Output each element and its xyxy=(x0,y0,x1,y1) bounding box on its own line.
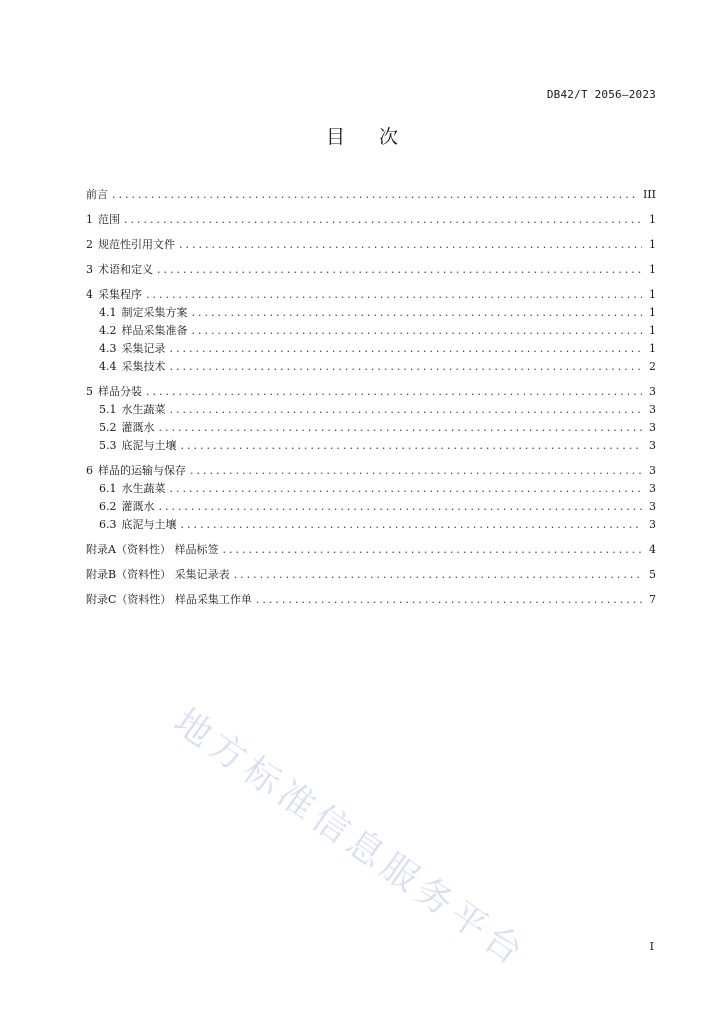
document-code: DB42/T 2056—2023 xyxy=(546,88,656,101)
toc-entry-number: 6.3 xyxy=(99,518,117,531)
toc-entry-page: 1 xyxy=(649,306,656,319)
toc-dot-leader xyxy=(159,498,643,516)
toc-entry-page: 3 xyxy=(649,439,656,452)
toc-entry-number: 5.1 xyxy=(99,403,117,416)
toc-dot-leader xyxy=(170,358,643,376)
toc-dot-leader xyxy=(159,419,643,437)
toc-entry[interactable] xyxy=(86,516,656,534)
toc-entry-number: 5.2 xyxy=(99,421,117,434)
toc-entry[interactable] xyxy=(86,566,656,584)
toc-entry[interactable] xyxy=(86,591,656,609)
toc-entry-number: 1 xyxy=(86,213,93,226)
table-of-contents xyxy=(86,186,656,609)
toc-entry-number: 5 xyxy=(86,385,93,398)
toc-entry[interactable] xyxy=(86,401,656,419)
toc-entry-page: III xyxy=(642,188,656,201)
page-number: I xyxy=(649,940,654,953)
toc-entry-number: 4.2 xyxy=(99,324,117,337)
toc-entry[interactable] xyxy=(86,462,656,480)
toc-entry-label: 前言 xyxy=(86,188,108,201)
toc-entry[interactable] xyxy=(86,286,656,304)
toc-entry-label: 水生蔬菜 xyxy=(121,403,166,416)
toc-entry[interactable] xyxy=(86,340,656,358)
toc-entry-page: 3 xyxy=(649,464,656,477)
toc-entry-page: 1 xyxy=(649,263,656,276)
toc-dot-leader xyxy=(190,462,642,480)
toc-dot-leader xyxy=(124,211,642,229)
toc-entry[interactable] xyxy=(86,211,656,229)
toc-entry-label: 水生蔬菜 xyxy=(121,482,166,495)
toc-entry-number: 4.3 xyxy=(99,342,117,355)
toc-dot-leader xyxy=(192,304,643,322)
toc-entry[interactable] xyxy=(86,322,656,340)
toc-entry-page: 2 xyxy=(649,360,656,373)
toc-dot-leader xyxy=(192,322,643,340)
toc-entry-page: 3 xyxy=(649,482,656,495)
toc-entry-page: 5 xyxy=(649,568,656,581)
toc-entry-number: 6.2 xyxy=(99,500,117,513)
toc-entry-number: 4.4 xyxy=(99,360,117,373)
toc-entry-label: 制定采集方案 xyxy=(121,306,188,319)
toc-entry-label: 附录B（资料性） 采集记录表 xyxy=(86,568,230,581)
toc-entry-page: 1 xyxy=(649,238,656,251)
toc-entry-label: 底泥与土壤 xyxy=(121,439,177,452)
toc-entry[interactable] xyxy=(86,419,656,437)
toc-dot-leader xyxy=(179,236,642,254)
toc-entry-page: 3 xyxy=(649,403,656,416)
page-title: 目次 xyxy=(325,126,432,148)
toc-dot-leader xyxy=(112,186,639,204)
toc-entry-number: 6.1 xyxy=(99,482,117,495)
toc-entry-page: 3 xyxy=(649,421,656,434)
toc-entry[interactable] xyxy=(86,261,656,279)
toc-entry-label: 附录C（资料性） 样品采集工作单 xyxy=(86,593,252,606)
toc-entry-label: 灌溉水 xyxy=(121,421,155,434)
toc-entry-number: 6 xyxy=(86,464,93,477)
toc-entry-label: 采集记录 xyxy=(121,342,166,355)
toc-entry[interactable] xyxy=(86,437,656,455)
toc-entry-number: 4 xyxy=(86,288,93,301)
toc-dot-leader xyxy=(181,516,643,534)
toc-entry-page: 1 xyxy=(649,288,656,301)
toc-entry-label: 灌溉水 xyxy=(121,500,155,513)
toc-entry-label: 采集程序 xyxy=(98,288,142,301)
toc-entry[interactable] xyxy=(86,480,656,498)
toc-entry[interactable] xyxy=(86,383,656,401)
toc-entry-label: 样品分装 xyxy=(98,385,142,398)
toc-entry-label: 附录A（资料性） 样品标签 xyxy=(86,543,219,556)
toc-entry-page: 1 xyxy=(649,324,656,337)
toc-entry-label: 样品的运输与保存 xyxy=(98,464,186,477)
toc-dot-leader xyxy=(146,286,642,304)
toc-entry-page: 3 xyxy=(649,518,656,531)
toc-entry[interactable] xyxy=(86,358,656,376)
toc-entry-label: 术语和定义 xyxy=(98,263,153,276)
toc-entry-number: 2 xyxy=(86,238,93,251)
toc-dot-leader xyxy=(256,591,642,609)
toc-entry[interactable] xyxy=(86,498,656,516)
toc-entry-page: 1 xyxy=(649,213,656,226)
toc-dot-leader xyxy=(170,340,643,358)
toc-dot-leader xyxy=(157,261,642,279)
toc-entry-label: 规范性引用文件 xyxy=(98,238,175,251)
toc-dot-leader xyxy=(146,383,642,401)
toc-dot-leader xyxy=(170,480,643,498)
toc-entry-number: 5.3 xyxy=(99,439,117,452)
toc-entry-label: 样品采集准备 xyxy=(121,324,188,337)
toc-entry-label: 范围 xyxy=(98,213,120,226)
toc-entry-page: 4 xyxy=(649,543,656,556)
toc-entry-page: 3 xyxy=(649,385,656,398)
toc-entry-page: 3 xyxy=(649,500,656,513)
toc-entry[interactable] xyxy=(86,304,656,322)
toc-dot-leader xyxy=(222,541,642,559)
toc-entry-number: 4.1 xyxy=(99,306,117,319)
watermark-text: 地方标准信息服务平台 xyxy=(166,701,535,976)
toc-entry-page: 7 xyxy=(649,593,656,606)
toc-dot-leader xyxy=(170,401,643,419)
toc-entry[interactable] xyxy=(86,236,656,254)
toc-entry-label: 采集技术 xyxy=(121,360,166,373)
toc-dot-leader xyxy=(181,437,643,455)
toc-dot-leader xyxy=(234,566,642,584)
toc-entry[interactable] xyxy=(86,186,656,204)
toc-entry[interactable] xyxy=(86,541,656,559)
toc-entry-label: 底泥与土壤 xyxy=(121,518,177,531)
toc-entry-page: 1 xyxy=(649,342,656,355)
toc-entry-number: 3 xyxy=(86,263,93,276)
